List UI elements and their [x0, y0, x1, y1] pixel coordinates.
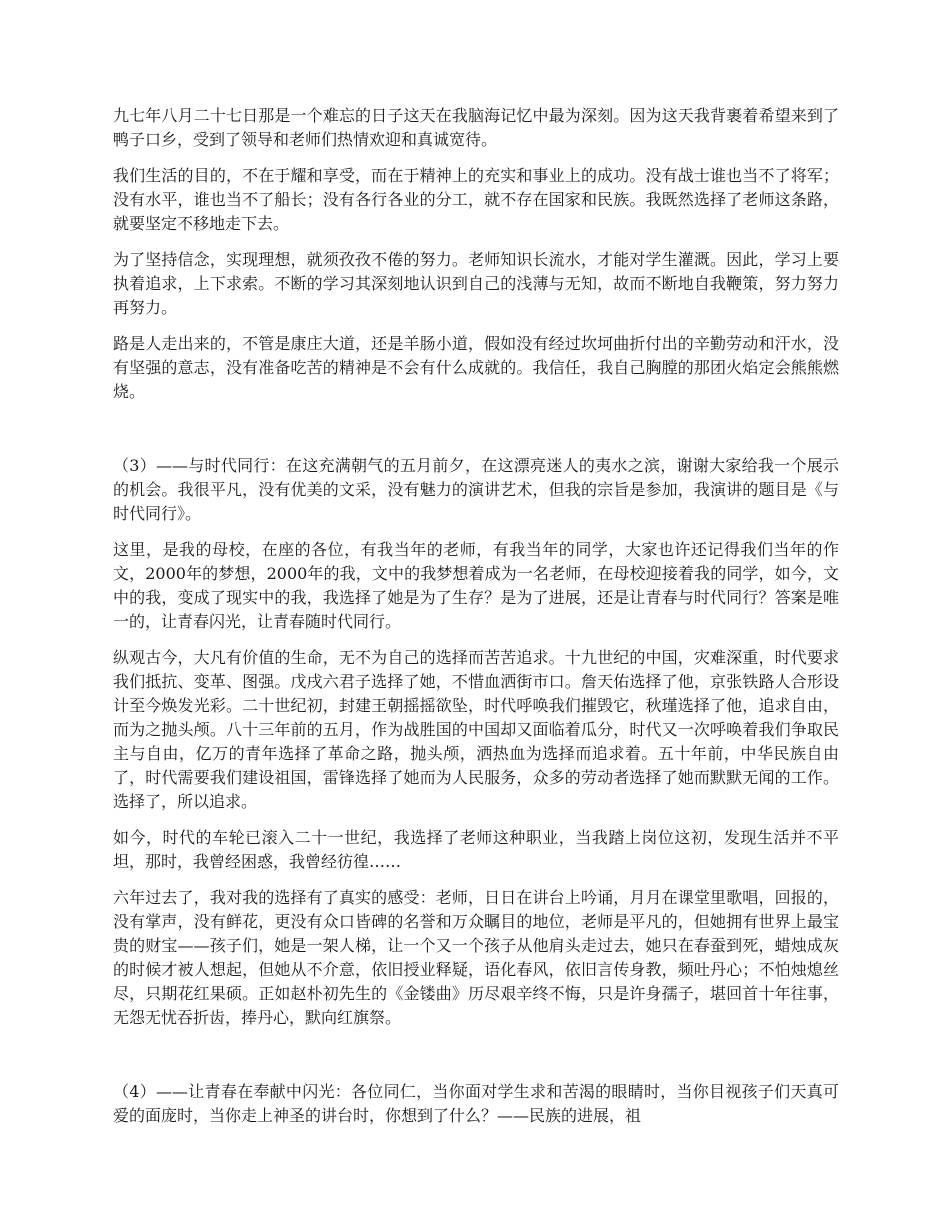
- section-4-intro-paragraph: （4）——让青春在奉献中闪光：各位同仁，当你面对学生求和苦渴的眼睛时，当你目视孩子们天真可爱的面庞时，当你走上神圣的讲台时，你想到了什么？——民族的进展，祖: [113, 1082, 839, 1125]
- section-3-intro-paragraph: （3）——与时代同行：在这充满朝气的五月前夕，在这漂亮迷人的夷水之滨，谢谢大家给我一个展示的机会。我很平凡，没有优美的文采，没有魅力的演讲艺术，但我的宗旨是参加，我演讲的题目是《与时代同行》。: [113, 456, 839, 523]
- document-page: [113, 104, 839, 1140]
- paragraph: 六年过去了，我对我的选择有了真实的感受：老师，日日在讲台上吟诵，月月在课堂里歌唱，回报的，没有掌声，没有鲜花，更没有众口皆碑的名誉和万众瞩目的地位，老师是平凡的，但她拥有世界上最宝贵的财宝——孩子们，她是一架人梯，让一个又一个孩子从他肩头走过去，她只在春蚕到死，蜡烛成灰的时候才被人想起，但她从不介意，依旧授业释疑，语化春风，依旧言传身教，频吐丹心；不怕烛熄丝尽，只期花红果硕。正如赵朴初先生的《金镂曲》历尽艰辛终不悔，只是许身孺子，堪回首十年往事，无怨无忧吞折齿，捧丹心，默向红旗祭。: [113, 888, 839, 1027]
- paragraph: 路是人走出来的，不管是康庄大道，还是羊肠小道，假如没有经过坎坷曲折付出的辛勤劳动和汗水，没有坚强的意志，没有准备吃苦的精神是不会有什么成就的。我信任，我自己胸膛的那团火焰定会熊熊燃烧。: [113, 334, 839, 401]
- paragraph: 如今，时代的车轮已滚入二十一世纪，我选择了老师这种职业，当我踏上岗位这初，发现生活并不平坦，那时，我曾经困惑，我曾经彷徨……: [113, 828, 839, 871]
- paragraph: 为了坚持信念，实现理想，就须孜孜不倦的努力。老师知识长流水，才能对学生灌溉。因此，学习上要执着追求，上下求索。不断的学习其深刻地认识到自己的浅薄与无知，故而不断地自我鞭策，努力努力再努力。: [113, 250, 839, 317]
- paragraph: 九七年八月二十七日那是一个难忘的日子这天在我脑海记忆中最为深刻。因为这天我背裹着希望来到了鸭子口乡，受到了领导和老师们热情欢迎和真诚宽待。: [113, 106, 839, 149]
- section-spacer: [113, 1042, 839, 1080]
- paragraph: 这里，是我的母校，在座的各位，有我当年的老师，有我当年的同学，大家也许还记得我们当年的作文，2000年的梦想，2000年的我，文中的我梦想着成为一名老师，在母校迎接着我的同学，如今，文中的我，变成了现实中的我，我选择了她是为了生存？是为了进展，还是让青春与时代同行？答案是唯一的，让青春闪光，让青春随时代同行。: [113, 540, 839, 631]
- paragraph: 纵观古今，大凡有价值的生命，无不为自己的选择而苦苦追求。十九世纪的中国，灾难深重，时代要求我们抵抗、变革、图强。戊戌六君子选择了她，不惜血洒街市口。詹天佑选择了他，京张铁路人合形设计至今焕发光彩。二十世纪初，封建王朝摇摇欲坠，时代呼唤我们摧毁它，秋瑾选择了他，追求自由，而为之抛头颅。八十三年前的五月，作为战胜国的中国却又面临着瓜分，时代又一次呼唤着我们争取民主与自由，亿万的青年选择了革命之路，抛头颅，洒热血为选择而追求着。五十年前，中华民族自由了，时代需要我们建设祖国，雷锋选择了她而为人民服务，众多的劳动者选择了她而默默无闻的工作。选择了，所以追求。: [113, 648, 839, 811]
- section-spacer: [113, 416, 839, 454]
- paragraph: 我们生活的目的，不在于耀和享受，而在于精神上的充实和事业上的成功。没有战士谁也当不了将军；没有水平，谁也当不了船长；没有各行各业的分工，就不存在国家和民族。我既然选择了老师这条路，就要坚定不移地走下去。: [113, 166, 839, 233]
